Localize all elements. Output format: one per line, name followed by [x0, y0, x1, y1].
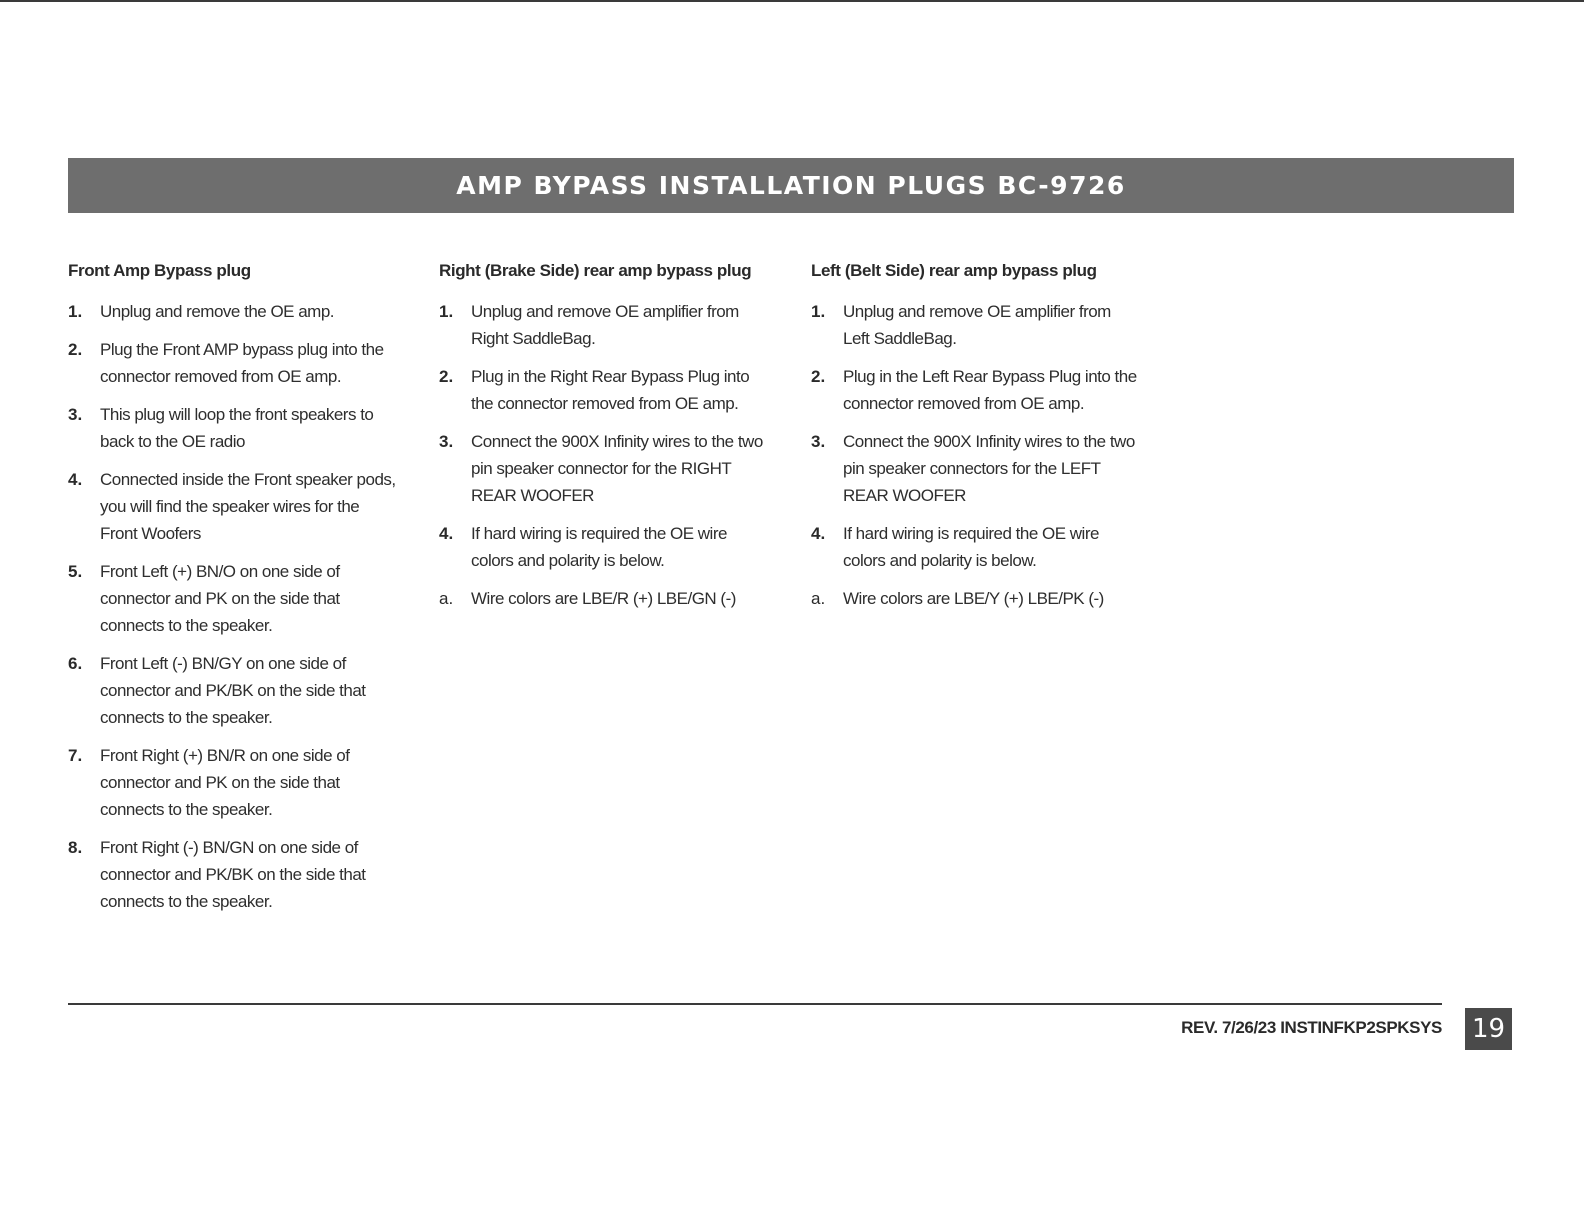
- step-letter: a.: [811, 589, 826, 608]
- step-number: 1.: [68, 302, 83, 321]
- step-text: Unplug and remove the OE amp.: [100, 302, 335, 321]
- step-item: [68, 742, 398, 823]
- step-text: Unplug and remove OE amplifier from Right SaddleBag.: [471, 302, 739, 348]
- column-heading: Front Amp Bypass plug: [68, 261, 251, 280]
- column-right-rear-bypass: [439, 258, 769, 623]
- step-item: [439, 520, 769, 574]
- step-letter: a.: [439, 589, 454, 608]
- step-text: Unplug and remove OE amplifier from Left SaddleBag.: [843, 302, 1111, 348]
- step-text: Connect the 900X Infinity wires to the two pin speaker connector for the RIGHT REAR WOOFER: [471, 432, 763, 505]
- step-item: [68, 401, 398, 455]
- step-item: [811, 298, 1141, 352]
- step-number: 3.: [439, 432, 454, 451]
- step-number: 4.: [439, 524, 454, 543]
- step-number: 4.: [811, 524, 826, 543]
- step-item: [68, 834, 398, 915]
- step-item: [68, 466, 398, 547]
- step-item: [439, 585, 769, 612]
- step-text: Wire colors are LBE/R (+) LBE/GN (-): [471, 589, 736, 608]
- step-text: Front Right (+) BN/R on one side of connector and PK on the side that connects to the speaker.: [100, 746, 350, 819]
- step-item: [811, 520, 1141, 574]
- footer-rule: [68, 1003, 1442, 1005]
- step-number: 4.: [68, 470, 83, 489]
- step-number: 2.: [811, 367, 826, 386]
- step-item: [811, 428, 1141, 509]
- step-number: 6.: [68, 654, 83, 673]
- step-number: 2.: [439, 367, 454, 386]
- step-list: [68, 298, 398, 915]
- column-heading: Right (Brake Side) rear amp bypass plug: [439, 261, 752, 280]
- step-text: Wire colors are LBE/Y (+) LBE/PK (-): [843, 589, 1104, 608]
- column-left-rear-bypass: [811, 258, 1141, 623]
- step-list: [439, 298, 769, 612]
- step-number: 8.: [68, 838, 83, 857]
- step-text: Front Left (+) BN/O on one side of connector and PK on the side that connects to the speaker.: [100, 562, 340, 635]
- step-text: Front Left (-) BN/GY on one side of connector and PK/BK on the side that connects to the speaker.: [100, 654, 366, 727]
- page-number-badge: 19: [1465, 1008, 1512, 1050]
- step-item: [811, 585, 1141, 612]
- step-item: [68, 298, 398, 325]
- step-number: 5.: [68, 562, 83, 581]
- step-item: [68, 336, 398, 390]
- step-text: Plug in the Left Rear Bypass Plug into the connector removed from OE amp.: [843, 367, 1137, 413]
- step-number: 2.: [68, 340, 83, 359]
- step-text: Connect the 900X Infinity wires to the two pin speaker connectors for the LEFT REAR WOOFER: [843, 432, 1135, 505]
- step-text: This plug will loop the front speakers to back to the OE radio: [100, 405, 374, 451]
- step-number: 7.: [68, 746, 83, 765]
- step-item: [68, 558, 398, 639]
- step-number: 3.: [68, 405, 83, 424]
- step-number: 3.: [811, 432, 826, 451]
- column-heading: Left (Belt Side) rear amp bypass plug: [811, 261, 1097, 280]
- step-text: If hard wiring is required the OE wire colors and polarity is below.: [471, 524, 727, 570]
- column-front-amp-bypass: [68, 258, 398, 926]
- step-text: Connected inside the Front speaker pods, you will find the speaker wires for the Front Woofers: [100, 470, 396, 543]
- step-item: [68, 650, 398, 731]
- step-list: [811, 298, 1141, 612]
- step-item: [439, 298, 769, 352]
- step-number: 1.: [811, 302, 826, 321]
- step-text: If hard wiring is required the OE wire colors and polarity is below.: [843, 524, 1099, 570]
- step-text: Plug in the Right Rear Bypass Plug into the connector removed from OE amp.: [471, 367, 750, 413]
- revision-code: REV. 7/26/23 INSTINFKP2SPKSYS: [1181, 1018, 1442, 1037]
- step-number: 1.: [439, 302, 454, 321]
- step-item: [811, 363, 1141, 417]
- section-banner: [68, 158, 1514, 213]
- step-text: Front Right (-) BN/GN on one side of connector and PK/BK on the side that connects to the speaker.: [100, 838, 366, 911]
- step-item: [439, 428, 769, 509]
- step-item: [439, 363, 769, 417]
- step-text: Plug the Front AMP bypass plug into the connector removed from OE amp.: [100, 340, 384, 386]
- section-title: AMP BYPASS INSTALLATION PLUGS BC-9726: [456, 171, 1126, 200]
- top-rule: [0, 0, 1584, 2]
